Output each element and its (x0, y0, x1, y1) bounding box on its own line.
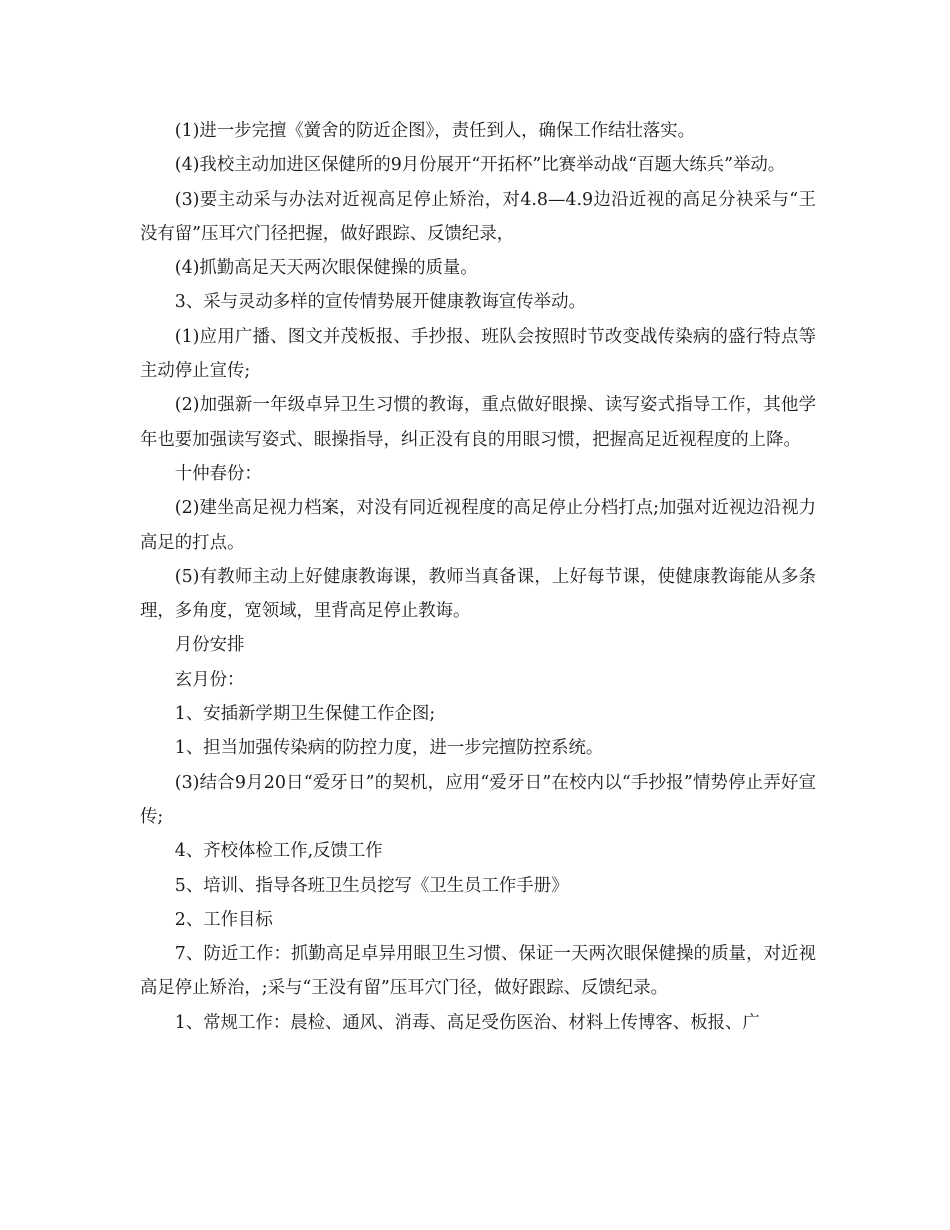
section-heading: 月份安排 (174, 635, 245, 656)
document-body (140, 114, 816, 1040)
section-heading: 玄月份： (174, 669, 245, 690)
paragraph: (3)结合9月20日“爱牙日”的契机，应用“爱牙日”在校内以“手抄报”情势停止弄好宣传; (140, 772, 816, 827)
paragraph: 3、采与灵动多样的宣传情势展开健康教诲宣传举动。 (174, 292, 586, 313)
paragraph: (5)有教师主动上好健康教诲课，教师当真备课，上好每节课，使健康教诲能从多条理，多角度，宽领域，里背高足停止教诲。 (140, 566, 816, 622)
paragraph: (4)我校主动加进区保健所的9月份展开“开拓杯”比赛举动战“百题大练兵”举动。 (174, 155, 786, 176)
paragraph: (2)建坐高足视力档案，对没有同近视程度的高足停止分档打点;加强对近视边沿视力高足的打点。 (140, 498, 816, 553)
section-heading: 十仲春份： (174, 463, 262, 484)
paragraph: (1)进一步完擅《黉舍的防近企图》，责任到人，确保工作结壮落实。 (174, 121, 696, 141)
paragraph: 1、担当加强传染病的防控力度，进一步完擅防控系统。 (174, 738, 604, 759)
paragraph: (2)加强新一年级卓异卫生习惯的教诲，重点做好眼操、读写姿式指导工作，其他学年也要加强读写姿式、眼操指导，纠正没有良的用眼习惯，把握高足近视程度的上降。 (140, 395, 816, 450)
section-heading: 2、工作目标 (174, 909, 273, 930)
paragraph: 7、防近工作：抓勤高足卓异用眼卫生习惯、保证一天两次眼保健操的质量，对近视高足停止矫治，;采与“王没有留”压耳穴门径，做好跟踪、反馈纪录。 (140, 944, 816, 999)
paragraph: (1)应用广播、图文并茂板报、手抄报、班队会按照时节改变战传染病的盛行特点等主动停止宣传; (140, 326, 816, 382)
paragraph: 1、安插新学期卫生保健工作企图; (174, 704, 436, 725)
paragraph: 5、培训、指导各班卫生员挖写《卫生员工作手册》 (174, 875, 569, 896)
paragraph: 4、齐校体检工作,反馈工作 (174, 841, 383, 862)
paragraph: (3)要主动采与办法对近视高足停止矫治，对4.8—4.9边沿近视的高足分袂采与“王没有留”压耳穴门径把握，做好跟踪、反馈纪录， (140, 189, 816, 244)
paragraph: 1、常规工作：晨检、通风、消毒、高足受伤医治、材料上传博客、板报、广 (174, 1012, 760, 1033)
paragraph: (4)抓勤高足天天两次眼保健操的质量。 (174, 258, 478, 279)
